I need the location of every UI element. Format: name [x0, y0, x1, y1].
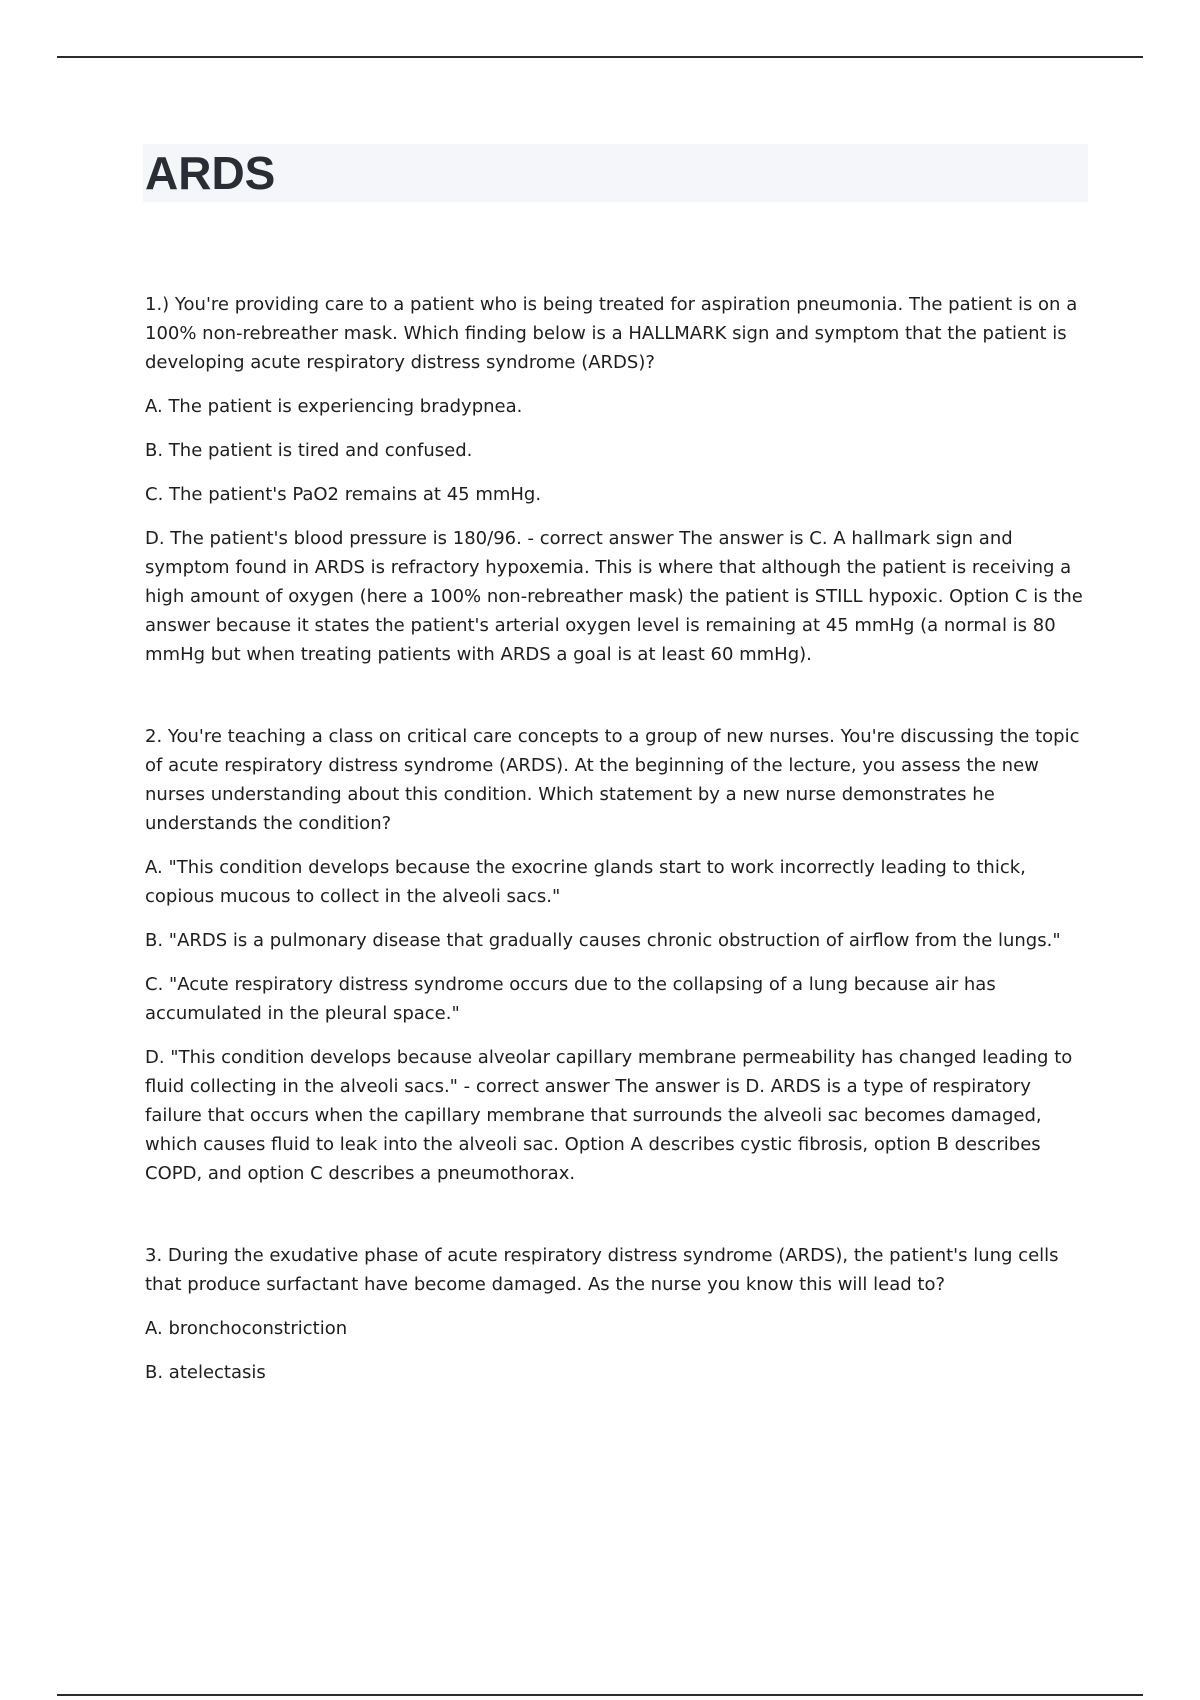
- question-list: [145, 290, 1090, 1387]
- question-2-text: 2. You're teaching a class on critical care concepts to a group of new nurses. You're discussing the topic of acute respiratory distress syndrome (ARDS). At the beginning of the lecture, you assess the new nurses understanding about this condition. Which statement by a new nurse demonstrates he understands the condition?: [145, 726, 1080, 834]
- question-1-option-d-answer: D. The patient's blood pressure is 180/96. - correct answer The answer is C. A hallmark sign and symptom found in ARDS is refractory hypoxemia. This is where that although the patient is receiving a high amount of oxygen (here a 100% non-rebreather mask) the patient is STILL hypoxic. Option C is the answer because it states the patient's arterial oxygen level is remaining at 45 mmHg (a normal is 80 mmHg but when treating patients with ARDS a goal is at least 60 mmHg).: [145, 528, 1083, 665]
- question-1-option-b: B. The patient is tired and confused.: [145, 440, 473, 461]
- question-2-option-b: B. "ARDS is a pulmonary disease that gradually causes chronic obstruction of airflow from the lungs.": [145, 930, 1061, 951]
- question-2-option-a: A. "This condition develops because the exocrine glands start to work incorrectly leading to thick, copious mucous to collect in the alveoli sacs.": [145, 857, 1026, 907]
- question-1-text: 1.) You're providing care to a patient who is being treated for aspiration pneumonia. The patient is on a 100% non-rebreather mask. Which finding below is a HALLMARK sign and symptom that the patient is developing acute respiratory distress syndrome (ARDS)?: [145, 294, 1078, 373]
- top-divider: [57, 56, 1143, 58]
- question-3-text: 3. During the exudative phase of acute respiratory distress syndrome (ARDS), the patient's lung cells that produce surfactant have become damaged. As the nurse you know this will lead to?: [145, 1245, 1059, 1295]
- question-3: [145, 1241, 1090, 1387]
- question-1-option-c: C. The patient's PaO2 remains at 45 mmHg.: [145, 484, 542, 505]
- title-banner: [143, 144, 1088, 202]
- page-title: ARDS: [145, 147, 276, 199]
- question-2: [145, 722, 1090, 1188]
- question-2-option-d-answer: D. "This condition develops because alveolar capillary membrane permeability has changed leading to fluid collecting in the alveoli sacs." - correct answer The answer is D. ARDS is a type of respiratory failure that occurs when the capillary membrane that surrounds the alveoli sac becomes damaged, which causes fluid to leak into the alveoli sac. Option A describes cystic fibrosis, option B describes COPD, and option C describes a pneumothorax.: [145, 1047, 1073, 1184]
- question-1-option-a: A. The patient is experiencing bradypnea.: [145, 396, 523, 417]
- question-3-option-b: B. atelectasis: [145, 1362, 266, 1383]
- question-2-option-c: C. "Acute respiratory distress syndrome occurs due to the collapsing of a lung because air has accumulated in the pleural space.": [145, 974, 996, 1024]
- question-1: [145, 290, 1090, 669]
- bottom-divider: [57, 1694, 1143, 1696]
- question-3-option-a: A. bronchoconstriction: [145, 1318, 348, 1339]
